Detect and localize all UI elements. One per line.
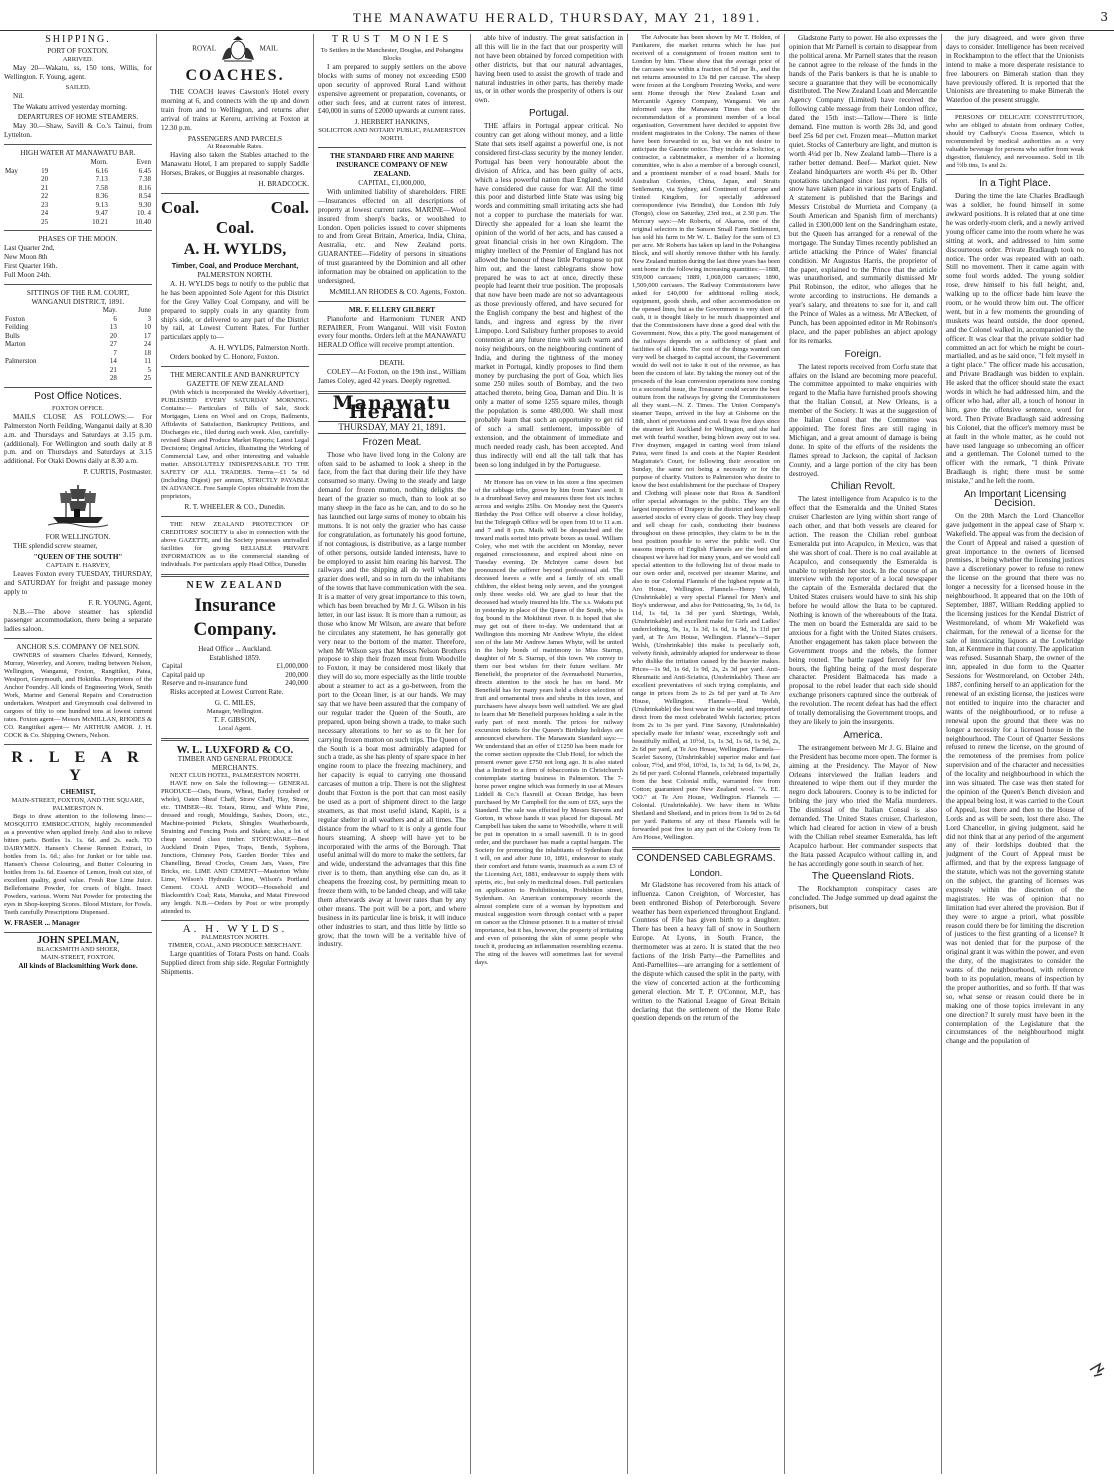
column-6	[789, 34, 937, 1474]
luxford-text: HAVE now on Sale the following:— GENERAL PRODUCE—Oats, Beans, Wheat, Barley (crushed or whole), Oaten Sheaf Chaff, Straw Chaff, Hay, Straw, etc. TIMBER—Rt. Totara, Rimu, and White Pine, dressed and rough, Mouldings, Sashes, Doors, etc., Machine-pointed Pickets, Shingles Weatherboards, Straining and Fencing Posts and Stakes; also, a lot of cheap second class timber. STONEWARE—Best Auckland Drain Pipes, Traps, Bends, Syphons, Junctions, Chimney Pots, Garden Border Tiles and Chanelling, Bread Crocks, Cream Jars, Vases, Fire Bricks, etc. LIME AND CEMENT—Masterton White Lime, Wilson's Hydraulic Lime, Wilson's Portland Cement. COAL AND WOOD—Household and Blacksmith's Coal; Rata, Manuka, and Matai Firewood any length. N.B.—Orders by Post or wire promptly attended to.	[161, 780, 309, 916]
sittings-row: 21 5	[109, 365, 151, 374]
wylds-sub: Timber, Coal, and Produce Merchant,	[171, 261, 299, 271]
spelman-sub: BLACKSMITH AND SHOER,	[36, 945, 120, 953]
capital-table: Capital £1,000,000 Capital paid up 200,000 Reserve and re-insurance fund 240,000	[162, 662, 308, 688]
coal-left: Coal.	[161, 198, 200, 218]
orders-booked: Orders booked by C. Honore, Foxton.	[170, 353, 279, 362]
masthead	[0, 8, 1114, 31]
wylds2-town: PALMERSTON NORTH.	[201, 934, 269, 942]
licensing-heading: An Important Licensing Decision.	[963, 489, 1067, 509]
column-7	[946, 34, 1084, 1474]
queensland-text: The Rockhampton conspiracy cases are concluded. The Judge summed up dead against the prisoners, but	[789, 885, 937, 912]
paper-dateline: THURSDAY, MAY 21, 1891.	[318, 421, 466, 434]
chilian-text: The latest intelligence from Acapulco is to the effect that the Esmeralda and the United States cruiser Charleston are lying within short range of each other, and that both vessels are cleared for action. The reason the Chilian rebel gunboat Esmeralda put into Acapulco, in Mexico, was that she was short of coal. There is no coal available at Acapulco, and consequently the Esmeralda is unable to replenish her stock. In the course of an interview with the reporter of a local newspaper the captain of the Esmeralda declared that the United States cruisers would have to sink his ship before he would allow the Itata to be captured. Nothing is known of the whereabouts of the Itata. The men on board the Esmeralda are said to be anxious for a fight with the United States cruisers. Another engagement has taken place between the Government troops and the rebels, the former being routed. The battle raged fiercely for five hours, the fighting being of the most desperate character. President Balmaceda has made a proposal to the rebel leader that each side should exchange prisoners captured since the outbreak of the revolution. The recent defeat has had the effect of totally demoralising the Government troops, and they are likely to join the insurgents.	[789, 495, 937, 726]
queensland-heading: The Queensland Riots.	[811, 871, 915, 883]
risks-text: Risks accepted at Lowest Current Rate.	[170, 687, 284, 696]
leary-name: R. L E A R Y	[11, 749, 145, 785]
condensed-heading: CONDENSED CABLEGRAMS.	[636, 853, 776, 864]
tight-place-heading: In a Tight Place.	[979, 178, 1051, 190]
sittings-heading: SITTINGS OF THE R.M. COURT, WANGANUI DISTRICT, 1891.	[26, 288, 130, 306]
portugal-text: THE affairs in Portugal appear critical. No country can get along without money, and a little State that sets itself against a powerful one, is not considered first-class security by the money lender. Portugal has been very honourable about the division of Africa, and has been guilty of acts, which a less powerful nation than England, would have considered due cause for war. All the time this poor and disturbed little State was using big words and committing small irritating acts she had not a copper to purchase the materials for war. Directly she appealed for a loan she learnt the opinion of the world of her acts, and has caused a great financial crisis in her own Kingdom. The mighty intellect of the Premier of England has not allowed the honour of these little Portuguese to put him out, and the latest cablegrams show how prepared he was to act at once, directly these people had learnt their true position. The proposals that now have been made are not so advantageous as those previously offered, and have secured for the English company the best and highest of the lands, and ingress and egress by the river Limpopo. Lord Salisbury further proposes to avoid contention at any future time with such warm and noisy neighbours, on the neighbouring continent of India, and during the tightness of the money market in Portugal, kindly proposes to find them money by purchasing the port of Goa, which lies some 250 miles south of Bombay, and the two attached thereto, being Goa, Daman and Diu. It is only a matter of some 1255 square miles, though the population is some 480,000. We shall most probably learn that such an opportunity to get rid of such a small settlement, impossible of extension, and the obtainment of immediate and much needed ready cash, has been accepted. And thus indirectly will end all the tall talk that has been so long indulged in by the Portuguese.	[475, 122, 623, 469]
column-rule	[941, 34, 942, 1474]
column-5	[632, 34, 780, 1474]
chemist-text: Begs to draw attention to the following lines:— MOSQUITO EMBROCATION, highly recommended as a preventive when applied freely. And also to relieve bitten parts. Bottles 1s. 1s. 6d. and 2s. each. TO DAIRYMEN. Hansen's Cheese Rennett Extract, in bottles from 1s. 6d.; also for Junket or for table use. Hansen's Cheese Colouring, and Butter Colouring in bottles from 1s. 6d. Essence of Lemon, fresh cut size, of excellent quality, good value. Fresh Rue Lime Juice. Bellefontaine Powder, for cruets of blight. Insect Powders, various. Worm Nut Powder for protecting the eyes in Shop-keeping Scores. Blood Mixture, for Fowls. Teeth carefully Prescriptions Dispensed.	[4, 813, 152, 917]
standard-capital: CAPITAL, £1,000,000,	[358, 178, 426, 187]
miles-name: G. C. MILES,	[214, 698, 256, 707]
steamer-name: "QUEEN OF THE SOUTH"	[33, 552, 123, 561]
royal-label: ROYAL	[192, 44, 216, 53]
column-rule	[627, 34, 628, 1474]
shipping-heading: SHIPPING.	[45, 34, 111, 45]
fraser-manager: W. FRASER ... Manager	[4, 919, 80, 928]
frozen-text: Those who have lived long in the Colony are often said to be ashamed to look a sheep in the face, from the fact that during their life they have consumed so many. Owing to the steady and large demand for frozen mutton, nothing delights the heart of the grazier so much, than to look at so many sheep in the face as he can, and to do so he has launched out large sums of money to obtain his muttons. It is not only the grazier who has cause for congratulation, as fortunately his good fortune, if not contagious, is distributive, as a large number of other persons, outside landed interests, have to be employed to assist him rearing his harvest. The railways and the shipping all do well when the grazier does well, and so in turn do the inhabitants of the towns that have communication with the sea. It is a matter of very great importance to this town, which has been breached by Mr J. G. Wilson in his letter, in our last issue. It is more than a rumour, as those who know Mr Wilson, are aware that before he circulates any statement, he has generally got very near to the bottom of the matter. Therefore, when Mr Wilson says that Messrs Nelson Brothers propose to ship their frozen meat from Woodville to Foxton, it may be considered most likely that they will do so, more especially as the little trouble about a steamer to act as a go-between, from the port to the Ocean liner, is at our hands. We may say that we have been assured that the company of our regular trader the Queen of the South, are prepared, upon being shown a trade, to make such necessary alterations to her so as to fit her for carrying frozen mutton on such trips. The Queen of the South is a boat most admirably adapted for such a trade, as she has plenty of spare space in her engine room to place the freezing machinery, and her capacity is equal to carrying one thousand carcases of mutton a trip. There is not the slightest doubt that Foxton is the port that can most easily be used as a port of shipment direct to the large steamers, as that most useful island, Kapiti, is a regular shelter in all weathers and at all times. The distance from the wharf to it is only a gentle four hours steaming. A sheep will have yet to be incorporated with the arms of the Borough. That useful animal will do more to make the settlers, far and wide, understand the advantages that this fine river is to them, than anything else can do, as it cheapens the freezing cost, by permitting mean to freeze them with, to be landed cheap, and will take them afterwards away at lower rates than by any other means. The port will be a port, and where business in its particular line is brisk, it will induce other industries to start, and thus little by little so grow, that the town will be a veritable hive of industry.	[318, 450, 466, 949]
column-rule	[470, 34, 471, 1474]
tide-col-morn: Morn.	[90, 158, 108, 167]
pencil-mark-icon	[1086, 1350, 1108, 1390]
death-heading: DEATH.	[379, 359, 405, 368]
hankins-sub: SOLICITOR AND NOTARY PUBLIC, PALMERSTON NORTH.	[318, 127, 466, 143]
standard-text: With unlimited liability of shareholders. FIRE—Insurances effected on all descriptions of property at lowest current rates. MARINE—Wool insured from sheep's backs, or woolshed to London. Open policies issued to cover shipments to and from Great Britain, America, India, China, Australia, etc. and New Zealand ports. GUARANTEE—Fidelity of persons in situations of trust guaranteed by the Dominion and all other information may be obtained on application to the undersigned,	[318, 187, 466, 285]
wylds2-name: A. H. WYLDS.	[182, 923, 288, 936]
gibson-name: T. F. GIBSON,	[213, 715, 257, 724]
ship-icon	[48, 481, 108, 529]
mercantile-heading: THE MERCANTILE AND BANKRUPTCY GAZETTE OF NEW ZEALAND	[170, 371, 300, 388]
america-heading: America.	[843, 729, 883, 741]
tide-row: 23 9.13 9.30	[41, 200, 151, 209]
post-office-sub: FOXTON OFFICE.	[52, 404, 104, 412]
insurance-heading: Insurance Company.	[193, 594, 277, 640]
established: Established 1859.	[209, 653, 261, 662]
luxford-address: NEXT CLUB HOTEL, PALMERSTON NORTH.	[169, 772, 301, 780]
spelman-text: All kinds of Blacksmithing Work done.	[18, 961, 138, 970]
chemist-address: MAIN-STREET, FOXTON, AND THE SQUARE, PALMERSTON N.	[11, 797, 145, 813]
wylds2-text: Large quantities of Totara Posts on hand. Coals Supplied direct from ship side. Regular Fortnightly Shipments.	[161, 950, 309, 977]
highwater-heading: HIGH WATER AT MANAWATU BAR.	[20, 149, 136, 158]
spelman-address: MAIN-STREET, FOXTON.	[41, 953, 115, 961]
london-text: Mr Gladstone has recovered from his attack of influenza. Canon Creighton, of Worcester, has been enthroned Bishop of Peterborough. Severe weather has been experienced throughout England. Countess of Fife has given birth to a daughter. There has been a heavy fall of snow in Southern Europe. At Lyons, in South France, the thermometer was at zero. It is stated that the two factions of the Irish Party—the Parnellites and Anti-Parnellites—are arranging for a settlement of the dispute which caused the split in the party, with the view of concerted action at the forthcoming general election. Mr T. P. O'Connor, M.P., has written to the National League of Great Britain declaring that the settlement of the Home Rule question depends on the return of the	[632, 880, 780, 1023]
sittings-row: Bulls 20 17	[5, 331, 151, 340]
wylds-sign: A. H. WYLDS, Palmerston North.	[209, 344, 309, 353]
mcmillan-sign: McMILLAN RHODES & CO. Agents, Foxton.	[329, 287, 466, 296]
column-1	[4, 34, 152, 1474]
death-text: COLEY—At Foxton, on the 19th inst., William James Coley, aged 42 years. Deeply regretted.	[318, 368, 466, 386]
frozen-heading: Frozen Meat.	[362, 436, 422, 448]
sailed-text: Nil.	[13, 91, 24, 100]
column-3	[318, 34, 466, 1474]
tide-row: May 19 6.16 6.45	[5, 166, 151, 175]
foreign-heading: Foreign.	[844, 348, 882, 360]
sittings-row: Feilding 13 10	[5, 323, 151, 332]
port-heading: PORT OF FOXTON.	[47, 46, 109, 55]
gilbert-text: Pianoforte and Harmonium TUNER AND REPAIRER, From Wanganui. Will visit Foxton every four months. Orders left at the MANAWATU HERALD Office will receive prompt attention.	[318, 314, 466, 350]
sittings-row: Foxton 6 3	[5, 314, 151, 323]
portugal-heading: Portugal.	[528, 108, 570, 120]
hankins-name: J. HERBERT HANKINS,	[354, 118, 430, 127]
post-office-heading: Post Office Notices.	[34, 390, 122, 402]
column-rule	[156, 34, 157, 1474]
luxford-name: W. L. LUXFORD & CO.	[176, 743, 294, 756]
tide-col-even: Even	[136, 158, 151, 167]
licensing-text: On the 20th March the Lord Chancellor gave judgement in the appeal case of Sharp v. Wakefield. The appeal was from the decision of the Court of Appeal and raised a question of great importance to the owners of licensed premises, it being whether the licensing justices have a discretionary power to refuse to renew the license on the ground that there was no longer a necessity for a licensed house in the neighbourhood. It appeared that on the 10th of September, 1887, William Redding applied to the licensing justices for the Kendal District of Westmoreland, of whom Mr Wakefield was chairman, for the renewal of a license for the sale of intoxicating liquors at the Lowbridge Inn, at Kentmere in that county. The application was refused. Susannah Sharp, the owner of the inn, appealed in due form to the Quarter Sessions for Westmoreland, on October 24th, 1887, confining herself to an application for the renewal of an existing license, the justices were not entitled to inquire into the character and wants of the neighbourhood, or to refuse a renewal upon the ground that there was no longer a necessity for a licensed house in the neighbourhood. The Court of Quarter Sessions refused to renew the license, on the ground of the remoteness of the premises from police supervision and of the character and necessities of the locality and neighbourhood in which the inn was situated. The case was then stated for the opinion of the Queen's Bench division and the appeal being lost, it was carried to the Court of Appeal, lost there and then to the House of Lords and as will be seen, lost there also. The Lord Chancellor, in giving judgment, said he did not think that at any period of the argument any of their lordships doubted that the judgment of the Court of Appeal must be affirmed, and that by the express language of the statute, which was not the governing statute on the subject, the granting of licenses was expressly within the discretion of the magistrates. He was of opinion that no limitation had ever altered the provision. But if they were to argue a priori, what possible reason could there be for limiting the discretion of justices to the first granting of a license? It was not denied that for the purpose of the original grant it was within the power, and even the duty, of the magistrates to consider the wants of the neighbourhood, with reference both to its population, means of inspection by the proper authorities, and so forth. If that was so, what sense or reason could there be in making one of those topics irrelevant in any one direction? It surely must have been in the contemplation of the Legislature that the circumstances of the neighbourhood might change and the population of	[946, 511, 1084, 1046]
miles-sub: Manager, Wellington.	[206, 707, 264, 715]
sittings-row: Palmerston 14 11	[5, 357, 151, 366]
head-office: Head Office ... Auckland.	[198, 644, 272, 653]
agent: F. R. YOUNG, Agent,	[88, 598, 152, 607]
column-2	[161, 34, 309, 1474]
tide-row: 24 9.47 10. 4	[41, 209, 151, 218]
sittings-col-may: May.	[102, 306, 117, 315]
tide-row: 21 7.58 8.16	[41, 183, 151, 192]
advocate-text: The Advocate has been shown by Mr T. Holden, of Panikarere, the market returns which he has just received of a consignment of frozen mutton sent to London by him. These show that the average price of the carcases was within a fraction of 5d per lb., and the net returns amounted to 13s 8d per carcase. The sheep were frozen at the Longburn Freezing Works, and were sent Home through the New Zealand Loan and Mercantile Agency Company, Wanganui. We are informed says the Manawatu Times that on the recommendation of a prominent member of a local organisation, Government have decided to appoint five resident magistrates in the Colony. The names of these have been forwarded to us, but we do not desire to anticipate the Gazette notice. They include a Solicitor, a contractor, a cabinetmaker, a member of a licensing committee, who is also a member of a borough council, and a prominent member of a road board. Mails for Australian Colonies, China, Japan, and Straits Settlements, via Sydney, and Continent of Europe and United Kingdom, for specially addressed correspondence (via Brindisi), due London 8th July (Tongo), close on Saturday, 23rd inst., at 2.30 p.m. The Mercury says:—Mr Roberts, of Akaroa, one of the original selectors in the Sanson Small Farm Settlement, has sold his farm to Mr W. L. Bailey for the sum of £3 per acre. Mr Roberts has taken up land in the Pohangina Block, and will shortly remove thither with his family. New Zealand mutton during the last three years has been sent home in the following increasing quantities:—1888, 939,000 carcases; 1889, 1,068,000 carcases; 1890, 1,509,000 carcases. The Railway Commissioners have asked for £40,000 for additional rolling stock, equipment, goods sheds, and other accommodation on the opened lines, but as the Government is very short of cash, it is thought likely to be much disappointed and that the Commissioners have done a good deal with the Government. Now, this a pity. The good management of the railways depends on a sufficiency of plant and facilities of all kinds. The cost of the things wanted can very well be charged to capital account, the Government would do well not to take it out of the revenue, as has been the custom of late. By taking the money out of the proceeds of the loan conversion operations now coming to a successful issue, the Treasurer could secure the best outturn from the railways by giving the Commissioners all they want.—N. Z. Times. The Union Company's steamer Taupo, arrived in the bay at Gisborne on the 18th, short of provisions and coal. It was five days since the steamer left Auckland for Wellington, and she had met with fearful weather, being blown away out to sea. Five draymen, engaged in carting wool from inland Patea, were fined 1s and costs at the Napier Resident Magistrate's Court, for following their avocation on Sunday, the same not being a necessity or for the purpose of charity. Visitors to Palmerston who desire to know the best establishment for the purchase of Drapery and Clothing will please note that Ross & Sandford offer special advantages to the public. They are the largest importers of Drapery in the district and keep well assorted stocks of every class of goods. They buy cheap and sell cheap for cash, conducting their business throughout on these principles, they claim to be in the best position possible to serve the public well. Our seasons imports of English Flannels are the best and cheapest we have had for many years, and we would call special attention to the following list of those made to our own order and, received per steamer Marine, and also to our Colonial Flannels of the highest repute at Te Aro House, Wellington. Flannels—Henry Welsh, (Unshrinkable) a very special Flannel for Men's and Boy's underwear, and also for Petticoating, 9s, 1s 6d, 1s 11d, 1s 6d, 1s 3d per yard. Shirtings, Welsh, (Unshrinkable) and excellent make for Girls and Ladies' underclothing, 9s, 1s, 1s 3d, 1s 6d, 1s 9d, 1s 11d per yard, at Te Aro House, Wellington. Flanne's—Super Welsh, (Unshrinkable) this make is peculiarly soft, velvety finish, admirably adapted for underwear to those who dislike the irritation caused by the heavier makes. Prices—1s 9d, 1s 6d, 1s 9d, 2s, 2s 3d per yard. Anti-Rheumatic and Anti-Sciatica, (Unshrinkable). These are excellent preventatives of such trying complaints, and range in prices from 2s to 2s 6d per yard at Te Aro House, Wellington. Flannels—Real Welsh, (Unshrinkable) the best wear in the world, and imported direct from the most celebrated Welsh factories; prices from 2s to 3s per yard. Fine Saxony, (Unshrinkable) specially made for infants' wear, exceedingly soft and beautifully milled, at 10½d, 1s, 1s 3d, 1s 6d, 1s 9d, 2s, 2s 6d per yard, at Te Aro House, Wellington. Flannels—Scarlet Saxony, (Unshrinkable) superior make and fast colour, 7½d, and 9½d, 10½d, 1s, 1s 3d, 1s 6d, 1s 9d, 2s, 2s 6d per yard. Colonial Flannels, celebrated impartially from the best Colonial mills, warranted free from Cotton; guaranteed pure New Zealand wool. "A. EE. 'OO." at Te Aro House, Wellington. Flannels — Colonial. (Unshrinkable). We have them in White Shetland and Shetland, and in prices from 1s 9d to 2s 6d per yard. Patterns of any of these Flannels will be forwarded post free to any part of the Colony from Te Aro House, Wellington.	[632, 34, 780, 841]
post-office-text: MAILS CLOSE AS FOLLOWS:— For Palmerston North Feilding, Wanganui daily at 8.30 a.m. and Thursdays and Saturdays at 3.15 p.m. (additional). For Wellington and south daily at 8 p.m. and on Thursdays and Saturdays at 3.15 additional. For Otaki Downs daily at 8.30 a.m.	[4, 412, 152, 466]
nz-heading: NEW ZEALAND	[186, 579, 284, 591]
arrived-text: May 20—Wakatu, ss, 150 tons, Willis, for Wellington. F. Young, agent.	[4, 63, 152, 81]
wylds-name: A. H. WYLDS,	[183, 241, 287, 259]
chemist-heading: CHEMIST,	[60, 788, 96, 797]
column-4	[475, 34, 623, 1474]
parcels-heading: PASSENGERS AND PARCELS	[187, 134, 283, 143]
spelman-name: JOHN SPELMAN,	[37, 934, 119, 946]
protection-text: THE NEW ZEALAND PROTECTION OF CREDITORS' SOCIETY is also in connection with the above GAZETTE, and the Society possesses unrivalled facilities for giving RELIABLE PRIVATE INFORMATION as to the commercial standing of individuals. For particulars apply Head Office, Dunedin	[161, 520, 309, 568]
mail-label: MAIL	[259, 44, 278, 53]
tide-row: 25 10.21 10.40	[41, 217, 151, 226]
gilbert-heading: MR. F. ELLERY GILBERT	[348, 305, 436, 314]
sailed-label: SAILED.	[65, 83, 91, 91]
sittings-row: 28 25	[109, 374, 151, 383]
phases-text: Last Quarter 2nd, New Moon 8th First Quarter 16th. Full Moon 24th.	[4, 243, 58, 279]
tight-place-text: During the time the late Charles Bradlaugh was a soldier, he found himself in some awkward positions. It is related that at one time he was orderly-room clerk, and a newly arrived young officer came into the room where he was sitting at work, and addressed to him some discourteous order. Private Bradlaugh took no notice. The order was repeated with an oath. Still no movement. Then it came again with some foul words added. The young soldier rose, drew himself to his full height, and, walking up to the officer bade him leave the room, or he would throw him out. The officer went, but in a few moments the grounding of muskets was heard outside, the door opened, and the Colonel walked in, accompanied by the officer. It was clear that the private soldier had committed an act for which he might be court-martialled, and as he said once, "I felt myself in a tight place." The officer made his accusation, and Private Bradlaugh was bidden to explain. He asked that the officer should state the exact words in which he had addressed him, and the officer who had, after all, a touch of honour in him, gave the offensive sentence, word for word. Then Private Bradlaugh said addressing his Colonel, that the officer's memory must be at fault in the whole matter, as he could not have used language so unbecoming an officer and a gentleman. The Colonel turned to the officer with the remark, "I think Private Bradlaugh is right; there must be some mistake," and he left the room.	[946, 192, 1084, 486]
america-text: The estrangement between Mr J. G. Blaine and the President has become more open. The former is aiming at the Presidency. The Mayor of New Orleans interviewed the Italian leaders and threatened to wipe them out if they murder the negro dock labourers. Cooney is to be indicted for bribing the jury who tried the Mafia murderers. The dismissal of the Italian Consul is also demanded. The United States cruiser, Charleston, which had cleared for action in view of a brush with the Chilian rebel steamer Esmeralda, has left Acapulco harbour. Her commander suspects that the Itata passed Acapulco without calling in, and he has accordingly gone south in search of her.	[789, 743, 937, 868]
foreign-text: The latest reports received from Corfu state that affairs on the Island are becoming more peaceful. The committee appointed to make enquiries with regard to the Mafia have furnished proofs showing that the Italian Consul, at New Orleans, is a member of the Society. It was at the suggestion of the Italian Consul that the Committee was appointed. The forest fires are still raging in Michigan, and a great amount of damage is being done. In spite of the efforts of the residents the flames spread to Jackson, the capital of Jackson County, and a large portion of the city has been destroyed.	[789, 362, 937, 478]
col7-top-text: the jury disagreed, and were given three days to consider. Intelligence has been received in Rockhampton to the effect that the Unionists intend to make a more desperate resistance to free labourers on Bimerah station than they have previously offered. It is reported that the Unionists are threatening to make Bimerah the Waterloo of the present struggle.	[946, 34, 1084, 105]
wakatu-note: The Wakatu arrived yesterday morning.	[13, 102, 128, 111]
nb-text: N.B.—The above steamer has splendid passenger accommodation, there being a separate ladies saloon.	[4, 607, 152, 634]
stables-text: Having also taken the Stables attached to the Manawatu Hotel, I am prepared to supply Saddle Horses, Brakes, or Buggies at reasonable charges.	[161, 151, 309, 178]
delicate-text: PERSONS OF DELICATE CONSTITUTION, who are obliged to abstain from ordinary Coffee, should try Cadbury's Cocoa Essence, which is recommended by medical authorities as a very valuable beverage for persons who suffer from weak digestion, flatulency, and nervousness. Sold in 1lb and ½lb tins, 1s and 2s.	[946, 114, 1084, 170]
col4-top-text: able hive of industry. The great satisfaction in all this will lie in the fact that our prosperity will not have been obtained by forced competition with other districts, but that our natural advantages, having been used to assist the growth of trade and natural industries in other parts, has thereby made us, or in other words the prosperity of others is our own.	[475, 34, 623, 105]
anchor-text: OWNERS of steamers Charles Edward, Kennedy, Murray, Waverley, and Aorere, trading between Nelson, Wellington, Wanganui, Foxton, Rangitikei, Patea, Westport, Greymouth, and Hokitika. Proprietors of the Anchor Foundry. All kinds of Engineering Work, Smith Work, Marine and General Repairs and Construction undertaken. Westport and Greymouth coal delivered in cargoes of fifty to one hundred tons at lowest current rates. Foxton agent— Messrs McMILLAN, RHODES & CO. Rangitikei agent— Mr ARTHUR AMOR. J. H. COCK & Co. Shipping Owners, Nelson.	[4, 652, 152, 740]
wylds-text: A. H. WYLDS begs to notify to the public that he has been appointed Sole Agent for this District for the Grey Valley Coal Company, and will be prepared to supply coals in any quantity from ship's side, or delivered to any part of the District by rail, at Lowest Current Rates. For further particulars apply to—	[161, 279, 309, 342]
leaves-text: Leaves Foxton every TUESDAY, THURSDAY, and SATURDAY for freight and passage money apply to	[4, 569, 152, 596]
gibson-sub: Local Agent.	[218, 724, 252, 732]
trust-text: I am prepared to supply settlers on the above blocks with sums of money not exceeding £500 upon security of approved Rural Land without expensive agreement or preparation, covenants, or other such fees, and at current rates of interest. £40,000 in sums of £2000 upwards at current rates.	[318, 62, 466, 116]
bradcock-sign: H. BRADCOCK.	[258, 180, 309, 189]
postmaster-sign: P. CURTIS, Postmaster.	[83, 468, 152, 477]
local-news-text: Mr Honore has on view in his store a fine specimen of the cabbage tribe, grown by him from Yates' seed. It is a drumhead Savoy and measures three feet six inches across and weighs 25lbs. On Monday next the Queen's Birthday the Post Office will observe a close holiday, but the Telegraph Office will be open from 10 to 11 a.m. and 7 and 8 p.m. Mails will be despatched and the inward mails sorted into private boxes as usual. William Coley, who met with the accident on Monday, never regained consciousness, and expired about nine on Tuesday evening. Dr McIntyre came down but pronounced the sufferer beyond professional aid. The deceased leaves a wife and a family of six small children, the eldest being only seven, and the youngest only three weeks old. We are glad to hear that the deceased had wisely insured his life. The s.s. Wakatu put in yesterday in place of the Queen of the South, who is fog bound in the Mokihinui river. It is hoped that she may get out of there to-day. We understand that at Wellington this morning Mr Andrew Whyte, the eldest son of the late Mr Andrew James Whyte, will be united in the holy bonds of matrimony to Miss Starrup, daughter of Mr S. Starrup, of this town. We convey to them our best wishes for their future welfare. Mr Benefield, the proprietor of the Avenuehotel Nurseries, directs attention to the stock he has on hand. Mr Benefield has for many years held a choice selection of fruit and ornamental trees and shrubs in this town, and purchasers have always been well satisfied. We are glad to learn that Mr Benefield purposes holding a sale in the early part of next month. The prices for railway excursion tickets for the Queen's Birthday holidays are announced elsewhere. The Manawatu Standard says:—We understand that an offer of £1250 has been made for the corner section opposite the Club Hotel, for which the present owner gave £750 not long ago. It is also stated that a limited to a firm of tobacconists in Christchurch contemplate starting business in Palmerston. The 7-horse power engine which was formerly in use at Messrs Liddell & Co.'s flaxmill at Ocean Bridge, has been purchased by Mr Campbell for the sum of £65, says the Standard. The sale was effected by Messrs Stevens and Gorton, in whose hands it was placed for disposal. Mr Campbell has taken the same to Woodville, where it will be put in operation in a small sawmill. It is in good order, and the purchaser has made a capital bargain. The Society for promoting the inhabitants of Sydenham that I will, on and after June 10, 1891, endeavour to study their comfort and future wants, inasmuch as a sum £3 of the Licensing Act, 1881, endeavour to supply them with spirits, etc., but only in medicinal doses. Full particulars on application to Prohibitionists, Prohibition street, Sydenham. An American contemporary records the almost complete cure of a woman by hypnotism and musical suggestion worn through contact with a paper on cancer as the Chinese prisoner. It is a matter of trivial importance, but it has, however, the property of irritating and even of poisoning the skin of some people who touch it, producing an inflammation resembling eczema. The sting of the leaves will sometimes last for several days.	[475, 478, 623, 966]
tide-row: 22 8.36 8.54	[41, 192, 151, 201]
wylds-town: PALMERSTON NORTH.	[197, 270, 273, 279]
parcels-sub: At Reasonable Rates.	[207, 143, 263, 151]
coal-center: Coal.	[215, 218, 255, 238]
london-heading: London.	[689, 867, 723, 878]
wylds2-sub: TIMBER, COAL, AND PRODUCE MERCHANT.	[168, 942, 302, 950]
royal-crest-icon	[218, 34, 258, 64]
masthead-title: THE MANAWATU HERALD, THURSDAY, MAY 21, 1891.	[352, 10, 762, 25]
arrived-label: ARRIVED.	[62, 55, 94, 63]
coaches-heading: COACHES.	[185, 67, 285, 84]
page-number: 3	[1100, 10, 1108, 24]
col6-top-text: Gladstone Party to power. He also expresses the opinion that Mr Parnell is certain to disappear from the political arena. Mr Parnell states that the reason he cannot agree to the release of the funds in the hands of the Paris bankers is that he is unable to secure a guarantee that they will be economically distributed. The New Zealand Loan and Mercantile Agency Company (Limited) have received the following cable message from their London office, dated the 15th inst:—Tallow—There is little demand. Fine mutton is worth 28s 3d, and good beef 25s 6d per cwt. Frozen meat—Mutton market quiet. Stocks of Canterbury are light, and mutton is worth 4¼d per lb. New Zealand lamb—There is a rather better demand. Beef— Market quiet. New Zealand hindquarters are worth 4¼ per lb. Other quotations unchanged since last report. Falls of snow have taken place in various parts of England. A statement is published that the Barings and Messrs Cristobal de Murrieta and Company (a South American and Spanish firm of merchants) called in £300,000 lent on the Sandringham estate, but the Queen has arranged for a renewal of the mortgage. The Sunday Times recently published an article attacking the Prince of Wales' financial condition. Mr Augustus Harris, the proprietor of the paper, explained to the Prince that the article was unauthorised, and summarily dismissed Mr Phil Robinson, the editor, who alleges that he wrote according to instructions. He demands a year's salary, and threatens to sue for it, and call the Prince of Wales as a witness. Mr A'Beckett, of Punch, has been appointed editor in Mr Robinson's place, and the paper publishes an abject apology for its remarks.	[789, 34, 937, 345]
departure-text: May 30.—Shaw, Savill & Co.'s Tainui, from Lyttelton.	[4, 122, 152, 140]
captain: CAPTAIN E. HARVEY,	[46, 561, 110, 569]
tide-table	[4, 158, 152, 226]
paper-nameplate: Manawatu Herald.	[332, 392, 452, 423]
trust-heading: TRUST MONIES	[331, 34, 453, 45]
mercantile-text: (With which is incorporated the Weekly Advertiser), PUBLISHED EVERY SATURDAY MORNING. Contains:— Particulars of Bills of Sale, Stock Mortgages, Liens on Wool and on Crops, Bailments, Affidavits of Satisfaction, Bankruptcy Petitions, and Discharges etc., filed during each week. Also, carefully-revised Share and Produce Market Reports; Latest Legal Decisions; Original Articles, illustrating the Working of Commercial Law, and other interesting and valuable matter. ABSOLUTELY INDISPENSABLE TO THE SAFETY OF ALL TRADERS. Terms—£1 5s 6d (including Digest) per annum, STRICTLY PAYABLE IN ADVANCE. Free Sample Copies obtainable from the proprietors,	[161, 388, 309, 500]
tide-row: 20 7.13 7.38	[41, 175, 151, 184]
sittings-table	[4, 306, 152, 383]
departures-heading: DEPARTURES OF HOME STEAMERS.	[17, 113, 139, 122]
mercantile-sign: R. T. WHEELER & CO., Dunedin.	[184, 502, 286, 511]
trust-sub: To Settlers in the Manchester, Douglas, and Pohangina Blocks	[320, 46, 464, 62]
chilian-heading: Chilian Revolt.	[830, 481, 896, 493]
sittings-col-june: June	[138, 306, 151, 315]
for-wellington-heading: FOR WELLINGTON.	[45, 533, 111, 542]
coach-text: THE COACH leaves Cawston's Hotel every morning at 6, and connects with the up and down train from and to Wellington, and returns after arrival of trains at Kereru, arriving at Foxton at 12.30 p.m.	[161, 88, 309, 132]
sittings-row: 7 18	[113, 348, 151, 357]
phases-heading: PHASES OF THE MOON.	[38, 235, 118, 244]
anchor-heading: ANCHOR S.S. COMPANY OF NELSON.	[16, 643, 140, 652]
standard-heading: THE STANDARD FIRE AND MARINE INSURANCE COMPANY OF NEW ZEALAND.	[329, 152, 455, 179]
steamer-text: THE splendid screw steamer,	[13, 542, 98, 551]
luxford-sub: TIMBER AND GENERAL PRODUCE MERCHANTS.	[177, 754, 293, 772]
sittings-row: Marton 27 24	[5, 340, 151, 349]
column-rule	[784, 34, 785, 1474]
coal-right: Coal.	[270, 198, 309, 218]
column-rule	[313, 34, 314, 1474]
